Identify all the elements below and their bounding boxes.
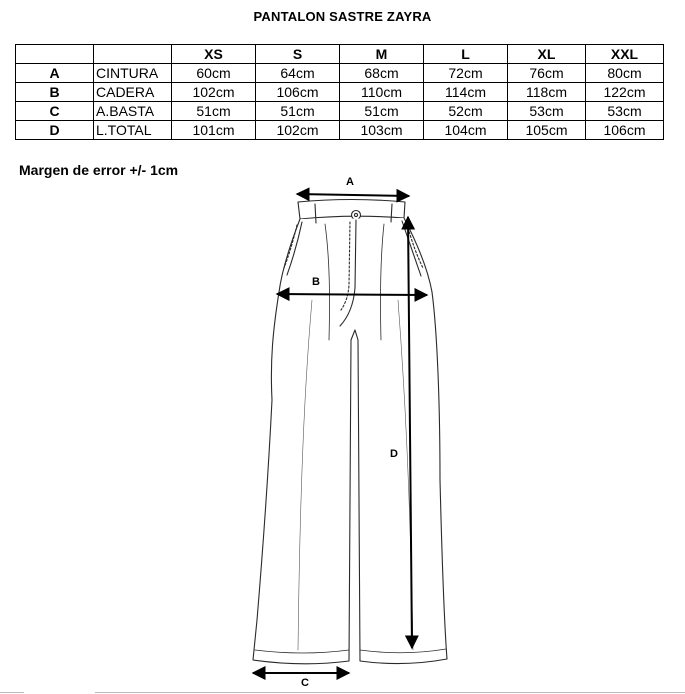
- table-cell: 64cm: [256, 64, 340, 83]
- table-cell: 53cm: [586, 102, 664, 121]
- table-cell: 105cm: [508, 121, 586, 140]
- label-a: A: [346, 176, 354, 188]
- row-label: A.BASTA: [94, 102, 172, 121]
- table-cell: 102cm: [172, 83, 256, 102]
- column-header-xxl: XXL: [586, 45, 664, 64]
- table-cell: 106cm: [256, 83, 340, 102]
- table-cell: 51cm: [256, 102, 340, 121]
- table-cell: 104cm: [424, 121, 508, 140]
- column-header-xl: XL: [508, 45, 586, 64]
- measure-a-line: [297, 194, 409, 196]
- pants-outline: [253, 200, 447, 664]
- label-b: B: [312, 276, 320, 288]
- table-cell: 106cm: [586, 121, 664, 140]
- table-cell: 51cm: [172, 102, 256, 121]
- row-letter: C: [16, 102, 94, 121]
- table-cell: 60cm: [172, 64, 256, 83]
- column-header-s: S: [256, 45, 340, 64]
- table-cell: 122cm: [586, 83, 664, 102]
- table-cell: 76cm: [508, 64, 586, 83]
- table-cell: 114cm: [424, 83, 508, 102]
- table-cell: 103cm: [340, 121, 424, 140]
- table-cell: 80cm: [586, 64, 664, 83]
- page-title: PANTALON SASTRE ZAYRA: [253, 9, 432, 24]
- row-letter: D: [16, 121, 94, 140]
- measure-b-line: [277, 294, 427, 295]
- label-d: D: [390, 448, 398, 460]
- row-letter: B: [16, 83, 94, 102]
- row-label: CINTURA: [94, 64, 172, 83]
- table-cell: 53cm: [508, 102, 586, 121]
- error-margin-note: Margen de error +/- 1cm: [19, 162, 179, 178]
- table-cell: 51cm: [340, 102, 424, 121]
- table-cell: 52cm: [424, 102, 508, 121]
- table-cell: 68cm: [340, 64, 424, 83]
- column-header-m: M: [340, 45, 424, 64]
- table-cell: 110cm: [340, 83, 424, 102]
- label-c: C: [301, 677, 309, 689]
- table-cell: 102cm: [256, 121, 340, 140]
- table-cell: 101cm: [172, 121, 256, 140]
- column-header-l: L: [424, 45, 508, 64]
- column-header-xs: XS: [172, 45, 256, 64]
- row-letter: A: [16, 64, 94, 83]
- table-cell: 72cm: [424, 64, 508, 83]
- table-cell: 118cm: [508, 83, 586, 102]
- row-label: CADERA: [94, 83, 172, 102]
- row-label: L.TOTAL: [94, 121, 172, 140]
